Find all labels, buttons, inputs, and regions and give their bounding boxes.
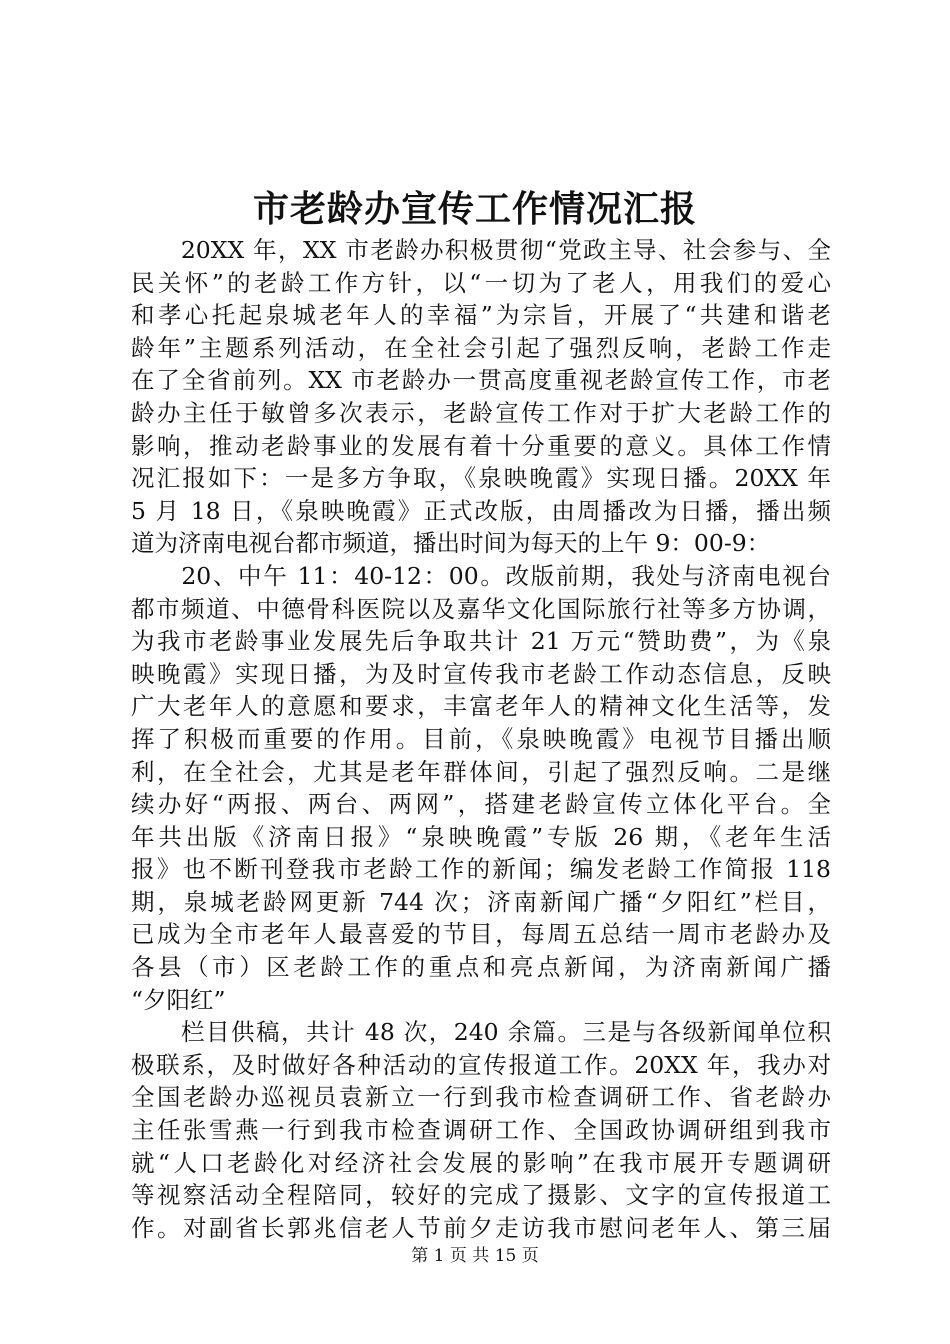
text-line: 为我市老龄事业发展先后争取共计 21 万元“赞助费”，为《泉 (131, 627, 831, 656)
text-line: 作。对副省长郭兆信老人节前夕走访我市慰问老年人、第三届 (131, 1213, 831, 1242)
text-line: 20XX 年，XX 市老龄办积极贯彻“党政主导、社会参与、全 (131, 236, 831, 264)
text-line: 利，在全社会，尤其是老年群体间，引起了强烈反响。二是继 (131, 757, 831, 786)
text-line: 映晚霞》实现日播，为及时宣传我市老龄工作动态信息，反映 (131, 659, 831, 688)
text-line: 5 月 18 日，《泉映晚霞》正式改版，由周播改为日播，播出频 (131, 496, 831, 525)
text-line: 广大老年人的意愿和要求，丰富老年人的精神文化生活等，发 (131, 692, 831, 721)
text-line: 已成为全市老年人最喜爱的节目，每周五总结一周市老龄办及 (131, 920, 831, 949)
text-line: 各县（市）区老龄工作的重点和亮点新闻，为济南新闻广播 (131, 953, 831, 982)
text-line: 极联系，及时做好各种活动的宣传报道工作。20XX 年，我办对 (131, 1050, 831, 1079)
text-line: 全国老龄办巡视员袁新立一行到我市检查调研工作、省老龄办 (131, 1083, 831, 1112)
text-line: 况汇报如下：一是多方争取，《泉映晚霞》实现日播。20XX 年 (131, 464, 831, 493)
text-line: 民关怀”的老龄工作方针，以“一切为了老人，用我们的爱心 (131, 268, 831, 297)
text-line: 龄办主任于敏曾多次表示，老龄宣传工作对于扩大老龄工作的 (131, 398, 831, 427)
text-line: 栏目供稿，共计 48 次，240 余篇。三是与各级新闻单位积 (131, 1018, 831, 1047)
text-line: 龄年”主题系列活动，在全社会引起了强烈反响，老龄工作走 (131, 333, 831, 362)
page-number-footer: 第 1 页 共 15 页 (411, 1246, 539, 1266)
text-line: 在了全省前列。XX 市老龄办一贯高度重视老龄宣传工作，市老 (131, 366, 831, 395)
text-line: 和孝心托起泉城老年人的幸福”为宗旨，开展了“共建和谐老 (131, 301, 831, 330)
text-line: 报》也不断刊登我市老龄工作的新闻；编发老龄工作简报 118 (131, 855, 831, 884)
text-line: 期，泉城老龄网更新 744 次；济南新闻广播“夕阳红”栏目， (131, 887, 831, 916)
text-line: 都市频道、中德骨科医院以及嘉华文化国际旅行社等多方协调， (131, 594, 831, 623)
text-line: “夕阳红” (131, 985, 226, 1014)
text-line: 20、中午 11：40-12：00。改版前期，我处与济南电视台 (131, 561, 831, 590)
text-line: 影响，推动老龄事业的发展有着十分重要的意义。具体工作情 (131, 431, 831, 460)
text-line: 挥了积极而重要的作用。目前，《泉映晚霞》电视节目播出顺 (131, 724, 831, 753)
text-line: 等视察活动全程陪同，较好的完成了摄影、文字的宣传报道工 (131, 1181, 831, 1210)
text-line: 年共出版《济南日报》“泉映晚霞”专版 26 期，《老年生活 (131, 822, 831, 851)
paragraph-2 (131, 560, 831, 1016)
text-line: 道为济南电视台都市频道，播出时间为每天的上午 9：00-9： (131, 529, 771, 558)
text-line: 主任张雪燕一行到我市检查调研工作、全国政协调研组到我市 (131, 1116, 831, 1145)
text-line: 续办好“两报、两台、两网”，搭建老龄宣传立体化平台。全 (131, 790, 831, 819)
document-title: 市老龄办宣传工作情况汇报 (252, 188, 697, 230)
paragraph-1 (131, 234, 831, 560)
paragraph-3 (131, 1016, 831, 1244)
text-line: 就“人口老龄化对经济社会发展的影响”在我市展开专题调研 (131, 1148, 831, 1177)
document-body (131, 234, 831, 1244)
